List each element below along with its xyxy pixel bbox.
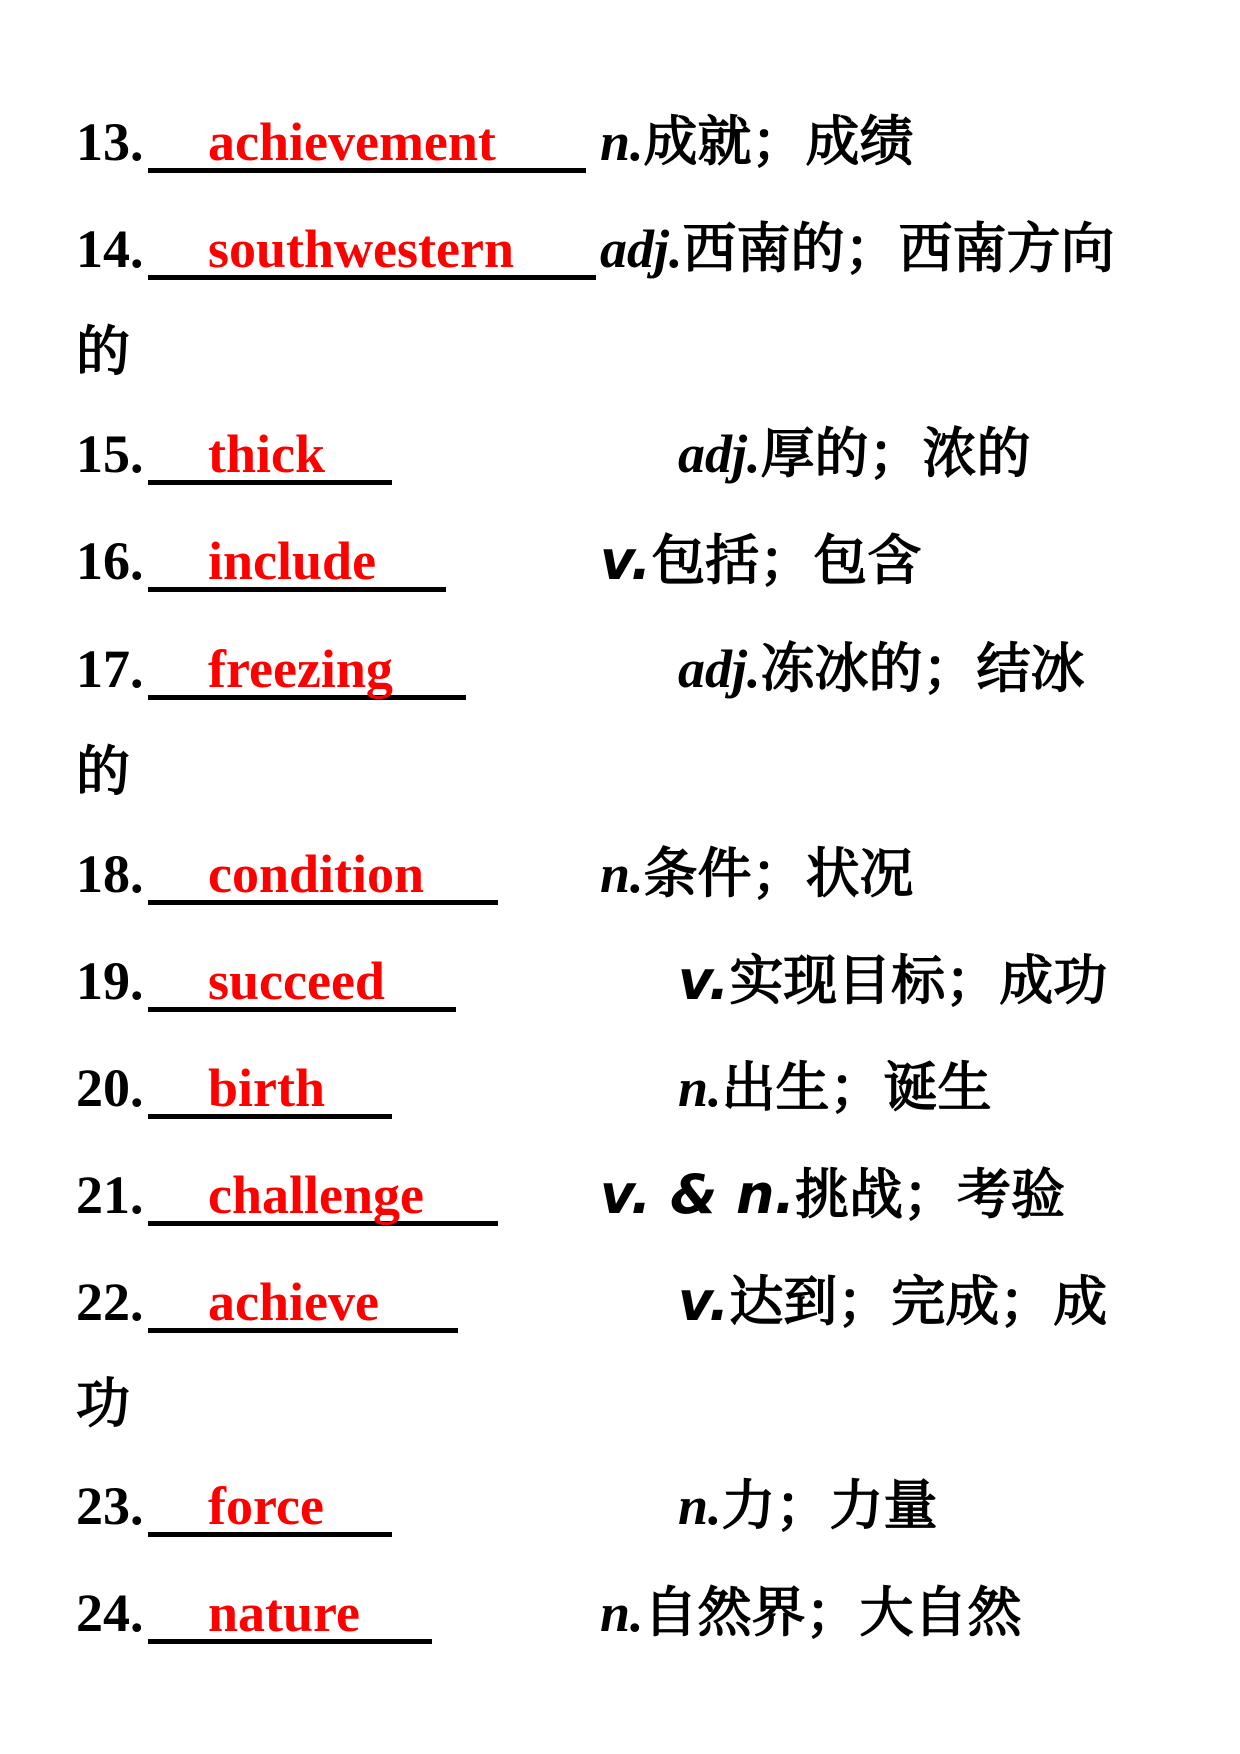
entry-number: 18. [76,844,144,904]
vocab-entry [0,507,1240,615]
part-of-speech: n. [678,1058,722,1118]
definition [600,1581,1022,1645]
part-of-speech: n. [600,112,644,172]
entry-number: 20. [76,1058,144,1118]
definition [600,842,914,906]
meaning: 西南的；西南方向 [682,217,1115,280]
vocab-entry [0,1141,1240,1249]
vocab-entry [0,615,1240,723]
entry-number: 24. [76,1583,144,1643]
vocab-entry [0,1559,1240,1667]
entry-number: 19. [76,951,144,1011]
meaning: 厚的；浓的 [760,422,1031,485]
part-of-speech: n. [600,844,644,904]
entry-number: 15. [76,424,144,484]
vocab-entry [0,400,1240,508]
entry-number: 16. [76,531,144,591]
definition [678,949,1107,1013]
part-of-speech: adj. [678,639,761,699]
definition-continuation-line [0,1350,1240,1458]
answer-word: birth [208,1058,326,1118]
entry-number: 13. [76,112,144,172]
entry-number: 21. [76,1165,144,1225]
meaning: 挑战；考验 [794,1163,1065,1226]
answer-word: freezing [208,639,393,699]
definition [600,1163,1065,1227]
entry-number: 14. [76,219,144,279]
part-of-speech: adj. [678,424,761,484]
part-of-speech: v. [678,1270,730,1333]
definition [678,637,1085,701]
vocab-entry [0,927,1240,1035]
answer-word: challenge [208,1165,424,1225]
definition-continuation: 功 [76,1372,130,1435]
vocab-entry [0,88,1240,196]
meaning: 成就；成绩 [643,110,914,173]
part-of-speech: v. [678,949,730,1012]
answer-word: southwestern [208,219,514,279]
answer-word: thick [208,424,326,484]
vocab-entry [0,1034,1240,1142]
part-of-speech: v. [600,529,652,592]
definition-continuation-line [0,718,1240,826]
answer-word: force [208,1476,324,1536]
definition-continuation: 的 [76,740,130,803]
definition [600,110,914,174]
part-of-speech: adj. [600,219,683,279]
part-of-speech: v. & n. [600,1163,795,1226]
entry-number: 17. [76,639,144,699]
definition [600,529,921,593]
answer-word: succeed [208,951,385,1011]
meaning: 包括；包含 [651,529,922,592]
definition [678,1270,1107,1334]
meaning: 达到；完成；成 [729,1270,1108,1333]
definition [678,422,1031,486]
vocab-entry [0,820,1240,928]
definition-continuation-line [0,298,1240,406]
vocab-entry [0,1452,1240,1560]
definition [600,217,1115,281]
part-of-speech: n. [600,1583,644,1643]
vocab-entry [0,1248,1240,1356]
answer-word: achieve [208,1272,379,1332]
meaning: 力；力量 [721,1474,938,1537]
entry-number: 23. [76,1476,144,1536]
part-of-speech: n. [678,1476,722,1536]
meaning: 实现目标；成功 [729,949,1108,1012]
answer-word: condition [208,844,425,904]
meaning: 条件；状况 [643,842,914,905]
meaning: 出生；诞生 [721,1056,992,1119]
definition [678,1056,992,1120]
entry-number: 22. [76,1272,144,1332]
definition-continuation: 的 [76,320,130,383]
definition [678,1474,938,1538]
meaning: 冻冰的；结冰 [760,637,1085,700]
answer-word: nature [208,1583,361,1643]
answer-word: achievement [208,112,496,172]
vocab-entry [0,195,1240,303]
meaning: 自然界；大自然 [643,1581,1022,1644]
answer-word: include [208,531,377,591]
